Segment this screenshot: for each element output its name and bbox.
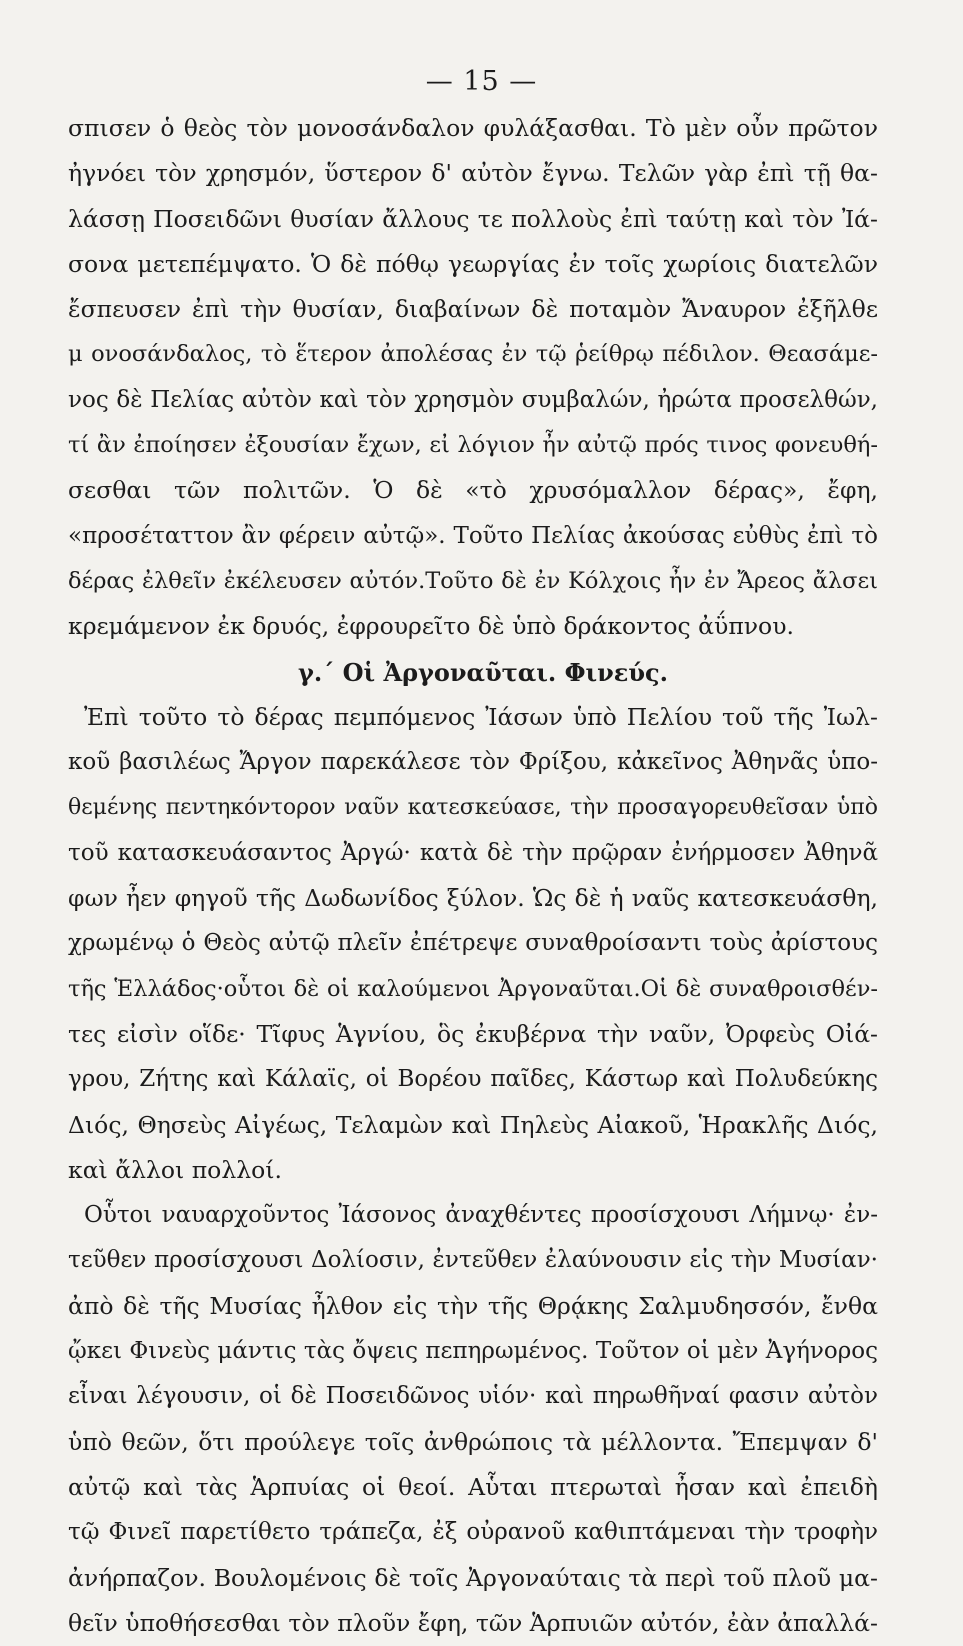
text-line: ἀνήρπαζον. Βουλομένοις δὲ τοῖς Ἀργοναύταις τὰ περὶ τοῦ πλοῦ μα- — [68, 1563, 878, 1592]
text-line: ᾤκει Φινεὺς μάντις τὰς ὄψεις πεπηρωμένος. Τοῦτον οἱ μὲν Ἀγήνορος — [68, 1338, 878, 1365]
text-line: σπισεν ὁ θεὸς τὸν μονοσάνδαλον φυλάξασθαι. Τὸ μὲν οὖν πρῶτον — [68, 114, 878, 142]
text-line: τί ἂν ἐποίησεν ἐξουσίαν ἔχων, εἰ λόγιον ἦν αὐτῷ πρός τινος φονευθή- — [68, 432, 878, 459]
text-line: νος δὲ Πελίας αὐτὸν καὶ τὸν χρησμὸν συμβαλών, ἠρώτα προσελθών, — [68, 386, 878, 413]
text-line: Διός, Θησεὺς Αἰγέως, Τελαμὼν καὶ Πηλεὺς Αἰακοῦ, Ἡρακλῆς Διός, — [68, 1110, 878, 1139]
text-line: Ἐπὶ τοῦτο τὸ δέρας πεμπόμενος Ἰάσων ὑπὸ Πελίου τοῦ τῆς Ἰωλ- — [84, 702, 878, 731]
paragraph-3 — [68, 1193, 878, 1646]
paragraph-1 — [68, 106, 878, 650]
text-line: κοῦ βασιλέως Ἄργον παρεκάλεσε τὸν Φρίξου, κἀκεῖνος Ἀθηνᾶς ὑπο- — [68, 749, 878, 776]
page-number: — 15 — — [425, 66, 538, 97]
section-heading: γ.΄ Οἱ Ἀργοναῦται. Φινεύς. — [298, 657, 668, 687]
text-line: γρου, Ζήτης καὶ Κάλαϊς, οἱ Βορέου παῖδες, Κάστωρ καὶ Πολυδεύκης — [68, 1066, 878, 1093]
text-line: Οὗτοι ναυαρχοῦντος Ἰάσονος ἀναχθέντες προσίσχουσι Λήμνῳ· ἐν- — [84, 1202, 878, 1229]
text-line: ἀπὸ δὲ τῆς Μυσίας ἦλθον εἰς τὴν τῆς Θρᾴκης Σαλμυδησσόν, ἔνθα — [68, 1291, 878, 1320]
text-line: «προσέταττον ἂν φέρειν αὐτῷ». Τοῦτο Πελίας ἀκούσας εὐθὺς ἐπὶ τὸ — [68, 522, 878, 549]
text-line: χρωμένῳ ὁ Θεὸς αὐτῷ πλεῖν ἐπέτρεψε συναθροίσαντι τοὺς ἀρίστους — [68, 930, 878, 957]
text-line: μ ονοσάνδαλος, τὸ ἕτερον ἀπολέσας ἐν τῷ ῥείθρῳ πέδιλον. Θεασάμε- — [68, 341, 878, 368]
text-line: φων ἦεν φηγοῦ τῆς Δωδωνίδος ξύλον. Ὡς δὲ ἡ ναῦς κατεσκευάσθη, — [68, 884, 878, 913]
text-line: αὐτῷ καὶ τὰς Ἁρπυίας οἱ θεοί. Αὗται πτερωταὶ ἦσαν καὶ ἐπειδὴ — [68, 1472, 878, 1501]
text-line: τῷ Φινεῖ παρετίθετο τράπεζα, ἐξ οὐρανοῦ καθιπτάμεναι τὴν τροφὴν — [68, 1519, 878, 1546]
text-line: ἠγνόει τὸν χρησμόν, ὕστερον δ' αὐτὸν ἔγνω. Τελῶν γὰρ ἐπὶ τῇ θα- — [68, 159, 878, 188]
text-line: ἔσπευσεν ἐπὶ τὴν θυσίαν, διαβαίνων δὲ ποταμὸν Ἄναυρον ἐξῆλθε — [68, 295, 878, 324]
text-line: σονα μετεπέμψατο. Ὁ δὲ πόθῳ γεωργίας ἐν τοῖς χωρίοις διατελῶν — [68, 249, 878, 278]
text-line: δέρας ἐλθεῖν ἐκέλευσεν αὐτόν.Τοῦτο δὲ ἐν Κόλχοις ἦν ἐν Ἄρεος ἄλσει — [68, 567, 878, 594]
paragraph-2 — [68, 695, 878, 1193]
text-line: λάσσῃ Ποσειδῶνι θυσίαν ἄλλους τε πολλοὺς ἐπὶ ταύτῃ καὶ τὸν Ἰά- — [68, 204, 878, 233]
text-line: εἶναι λέγουσιν, οἱ δὲ Ποσειδῶνος υἱόν· καὶ πηρωθῆναί φασιν αὐτὸν — [68, 1383, 878, 1410]
text-line: ὑπὸ θεῶν, ὅτι προύλεγε τοῖς ἀνθρώποις τὰ μέλλοντα. Ἔπεμψαν δ' — [68, 1427, 878, 1456]
text-line: τῆς Ἑλλάδος·οὗτοι δὲ οἱ καλούμενοι Ἀργοναῦται.Οἱ δὲ συναθροισθέν- — [68, 975, 878, 1002]
page-text — [68, 106, 878, 1646]
text-line: κρεμάμενον ἐκ δρυός, ἐφρουρεῖτο δὲ ὑπὸ δράκοντος ἀΰπνου. — [68, 612, 794, 641]
text-line: καὶ ἄλλοι πολλοί. — [68, 1155, 282, 1184]
text-line: τοῦ κατασκευάσαντος Ἀργώ· κατὰ δὲ τὴν πρῷραν ἐνήρμοσεν Ἀθηνᾶ — [68, 839, 878, 866]
text-line: σεσθαι τῶν πολιτῶν. Ὁ δὲ «τὸ χρυσόμαλλον δέρας», ἔφη, — [68, 476, 878, 505]
text-line: θεῖν ὑποθήσεσθαι τὸν πλοῦν ἔφη, τῶν Ἁρπυιῶν αὐτόν, ἐὰν ἀπαλλά- — [68, 1608, 878, 1637]
text-line: τες εἰσὶν οἵδε· Τῖφυς Ἁγνίου, ὃς ἐκυβέρνα τὴν ναῦν, Ὀρφεὺς Οἰά- — [68, 1019, 878, 1048]
text-line: θεμένης πεντηκόντορον ναῦν κατεσκεύασε, τὴν προσαγορευθεῖσαν ὑπὸ — [68, 795, 878, 821]
text-line: τεῦθεν προσίσχουσι Δολίοσιν, ἐντεῦθεν ἐλαύνουσιν εἰς τὴν Μυσίαν· — [68, 1247, 878, 1274]
